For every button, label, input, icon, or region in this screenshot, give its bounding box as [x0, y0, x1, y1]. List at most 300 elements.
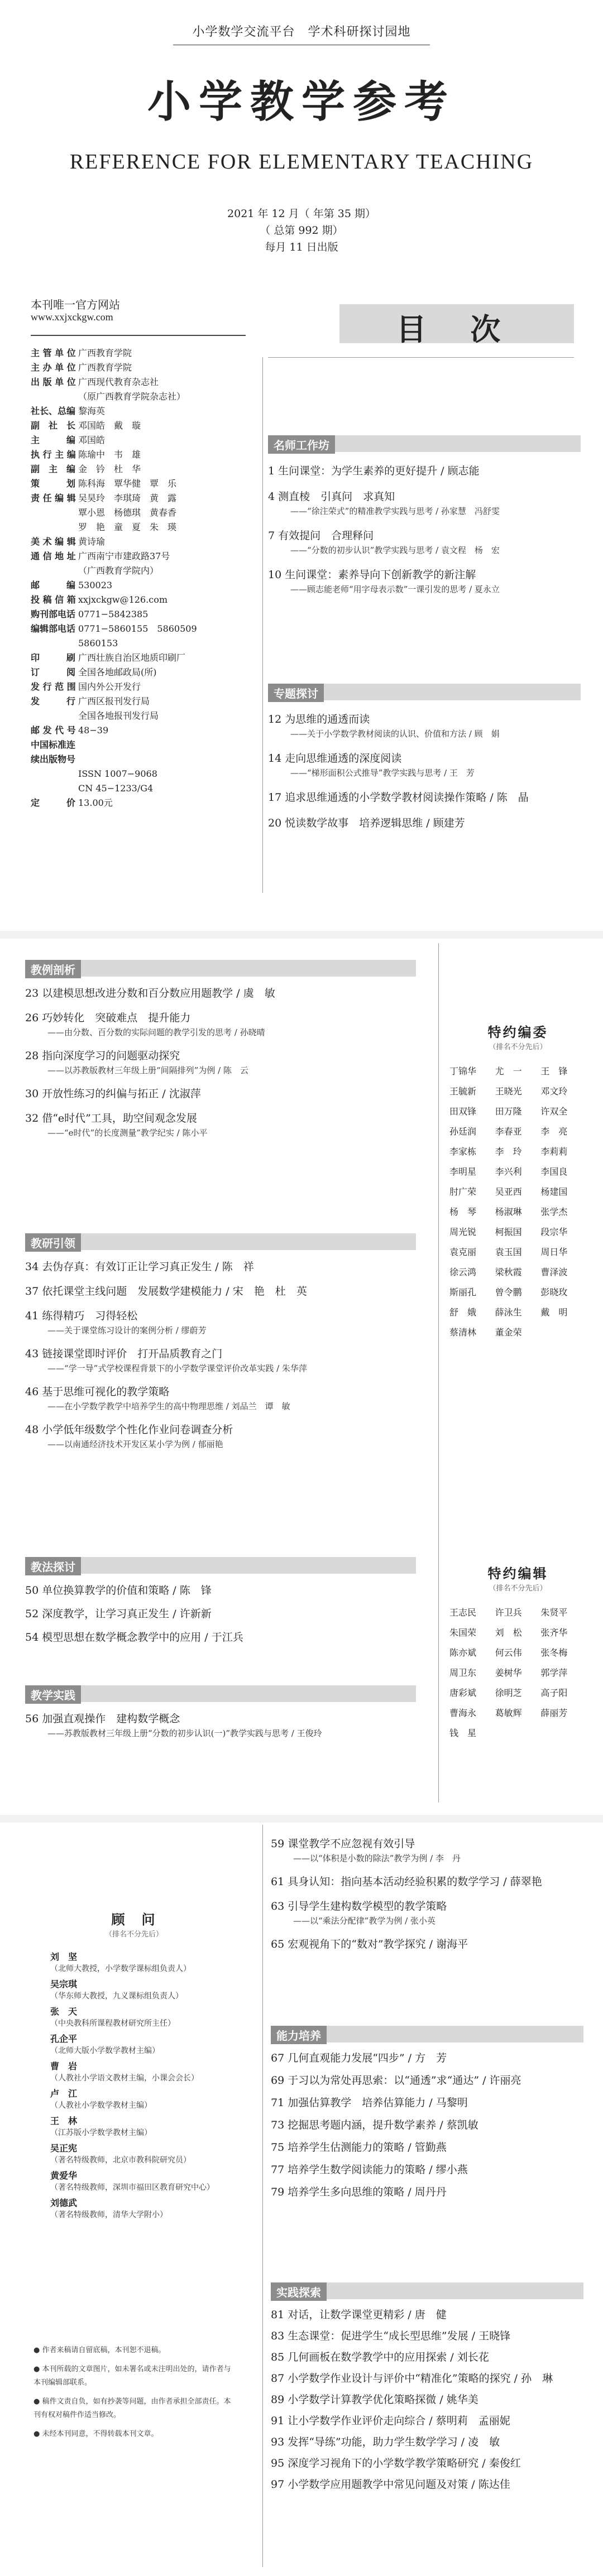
toc-entry-title[interactable]: 46 基于思维可视化的教学策略 [25, 1386, 170, 1398]
toc-entry[interactable] [271, 2455, 583, 2471]
toc-entry[interactable] [25, 1630, 416, 1645]
info-value: 邓国皓 戴 璇 [78, 420, 141, 431]
info-key: 美 术 编 辑 [31, 536, 76, 547]
info-row [31, 636, 246, 651]
name-entry: 朱贤平 [540, 1607, 568, 1618]
toc-entry[interactable] [268, 463, 581, 479]
info-value: 罗 艳 童 夏 朱 瑛 [78, 522, 177, 532]
info-row [31, 549, 246, 564]
toc-entry[interactable] [271, 2140, 583, 2155]
toc-entry[interactable] [271, 2184, 583, 2200]
section-bar [271, 2282, 583, 2299]
toc-entry-subtitle: ——以苏教版教材三年级上册“间隔排列”为例 / 陈 云 [47, 1065, 248, 1075]
info-key [31, 767, 78, 781]
toc-entry-title[interactable]: 23 以建模思想改进分数和百分数应用题教学 / 虞 敏 [25, 987, 275, 999]
toc-entry-title[interactable]: 12 为思维的通透而读 [268, 713, 370, 725]
toc-entry-title[interactable]: 10 生问课堂：素养导向下创新教学的新注解 [268, 569, 476, 581]
info-row [31, 375, 246, 390]
info-value: 陈瑜中 韦 雄 [78, 449, 141, 460]
advisor-desc: （北师大教授，小学数学课标组负责人） [50, 1964, 191, 1973]
toc-entry-title[interactable]: 77 培养学生数学阅读能力的策略 / 缪小燕 [271, 2164, 468, 2176]
advisor-name: 刘 坚 [50, 1952, 78, 1962]
info-key: 订 阅 [31, 667, 76, 677]
page-separator [0, 931, 603, 939]
toc-entry[interactable] [271, 1836, 583, 1865]
info-row [31, 491, 246, 506]
section-label: 教法探讨 [25, 1557, 81, 1575]
info-row [31, 578, 246, 593]
toc-entry-title[interactable]: 71 加强估算教学 培养估算能力 / 马黎明 [271, 2097, 468, 2109]
name-entry: 何云伟 [495, 1647, 522, 1658]
tagline: 小学数学交流平台 学术科研探讨园地 [192, 25, 411, 39]
section-bar [25, 960, 416, 977]
toc-entry-subtitle: ——以“体积是小数的除法”教学为例 / 李 丹 [293, 1853, 461, 1863]
section-bar [25, 1557, 416, 1574]
toc-entry-title[interactable]: 95 深度学习视角下的小学数学教学策略研究 / 秦俊红 [271, 2457, 521, 2469]
info-value: 48−39 [78, 725, 109, 736]
note-item: ● 未经本刊同意，不得转载本刊文章。 [34, 2430, 159, 2438]
name-entry: 张冬梅 [540, 1647, 568, 1658]
editorial-board-sub: （排名不分先后） [489, 1043, 547, 1051]
toc-section-b [25, 1233, 416, 1460]
info-key: 副 主 编 [31, 464, 76, 474]
name-entry: 杨淑琳 [495, 1207, 522, 1217]
advisor-desc: （著名特级教师，清华大学附小） [50, 2210, 168, 2219]
toc-entry[interactable] [25, 1384, 416, 1413]
toc-entry-title[interactable]: 81 对话，让数学课堂更精彩 / 唐 健 [271, 2309, 447, 2321]
toc-entry[interactable] [25, 1308, 416, 1337]
advisor-desc: （人教社小学数学教材主编） [50, 2101, 152, 2110]
advisor-entry [50, 2141, 240, 2165]
toc-entry[interactable] [271, 2073, 583, 2088]
toc-top-items [271, 1836, 583, 1961]
name-entry: 曹海永 [449, 1708, 477, 1718]
toc-entry[interactable] [271, 2328, 583, 2344]
toc-entry[interactable] [271, 2095, 583, 2111]
toc-entry-title[interactable]: 32 借“e时代”工具，助空间观念发展 [25, 1112, 197, 1124]
toc-entry-subtitle: ——顾志能老师“用字母表示数”一课引发的思考 / 夏永立 [290, 584, 500, 594]
name-entry: 杨建国 [540, 1186, 568, 1197]
info-key [31, 564, 78, 578]
info-row [31, 520, 246, 535]
toc-entry-title[interactable]: 54 模型思想在数学概念教学中的应用 / 于江兵 [25, 1631, 243, 1643]
name-entry: 徐云鸿 [449, 1267, 477, 1277]
toc-entry-title[interactable]: 17 追求思维通透的小学数学教材阅读操作策略 / 陈 晶 [268, 791, 529, 804]
toc-entry-subtitle: ——“e时代”的长度测量”教学纪实 / 陈小平 [47, 1128, 208, 1138]
toc-section-f [271, 2282, 583, 2498]
name-entry: 许卫兵 [495, 1607, 522, 1618]
info-value: 覃小恩 杨德琪 黄春香 [78, 507, 177, 518]
toc-entry[interactable] [271, 2349, 583, 2365]
toc-section-e [271, 2026, 583, 2207]
advisor-name: 卢 江 [50, 2088, 78, 2099]
info-row [31, 404, 246, 419]
toc-entry-subtitle: ——以“乘法分配律”教学为例 / 张小英 [293, 1916, 436, 1926]
name-entry: 王 锋 [540, 1066, 568, 1076]
toc-entry-title[interactable]: 56 加强直观操作 建构数学概念 [25, 1713, 180, 1725]
advisors-title: 顾 问 [111, 1911, 157, 1928]
info-key: 副 社 长 [31, 420, 76, 431]
info-row [31, 564, 246, 578]
section-label: 能力培养 [271, 2026, 327, 2044]
name-entry: 张学杰 [540, 1207, 568, 1217]
info-value: 全国各地邮政局(所) [78, 667, 157, 677]
info-value: 广西区报刊发行局 [78, 696, 150, 707]
advisor-desc: （北师大版小学数学教材主编） [50, 2046, 160, 2055]
info-row [31, 433, 246, 448]
advisor-entry [50, 2032, 240, 2056]
section-bar [25, 1685, 416, 1702]
toc-entry-title[interactable]: 1 生问课堂：为学生素养的更好提升 / 顾志能 [268, 465, 480, 477]
special-editors-sub: （排名不分先后） [489, 1584, 547, 1593]
toc-entry-title[interactable]: 14 走向思维通透的深度阅读 [268, 752, 402, 765]
name-entry: 王志民 [449, 1607, 477, 1618]
info-value: 广西壮族自治区地质印刷厂 [78, 652, 186, 663]
toc-entry-title[interactable]: 4 测直棱 引真问 求真知 [268, 491, 395, 503]
info-key: 社长、总编 [31, 406, 76, 416]
issue-info [0, 205, 603, 256]
advisor-name: 吴正宪 [50, 2143, 78, 2154]
toc-entry[interactable] [25, 1111, 416, 1140]
toc-entry-title[interactable]: 26 巧妙转化 突破难点 提升能力 [25, 1012, 191, 1024]
toc-entry-title[interactable]: 7 有效提问 合理释问 [268, 530, 374, 542]
info-value: 金 钤 杜 华 [78, 464, 141, 474]
toc-entry[interactable] [271, 2307, 583, 2323]
advisor-desc: （人教社小学语文教材主编，小课会会长） [50, 2074, 199, 2083]
info-row [31, 448, 246, 462]
toc-entry-title[interactable]: 34 去伪存真：有效订正让学习真正发生 / 陈 祥 [25, 1261, 254, 1273]
info-key: 购刊部电话 [31, 609, 76, 619]
toc-entry[interactable] [25, 1422, 416, 1451]
name-entry: 李国良 [540, 1166, 568, 1177]
toc-section-a [25, 960, 416, 1148]
info-row [31, 694, 246, 709]
toc-entry-subtitle: ——“分数的初步认识”教学实践与思考 / 袁文程 杨 宏 [290, 545, 500, 555]
toc-entry[interactable] [271, 2477, 583, 2492]
advisor-name: 王 林 [50, 2116, 78, 2126]
name-entry: 王晓光 [495, 1086, 522, 1097]
advisor-name: 吴宗琪 [50, 1979, 78, 1989]
toc-entry[interactable] [268, 712, 581, 741]
name-entry: 徐明芝 [495, 1688, 522, 1698]
name-entry: 袁克丽 [449, 1247, 477, 1257]
info-value: 吴昊玲 李琪琦 黄 露 [78, 493, 177, 503]
info-key: 责 任 编 辑 [31, 493, 76, 503]
info-key: 主 管 单 位 [31, 348, 76, 358]
info-key [31, 506, 78, 520]
info-row [31, 390, 246, 404]
info-key: 定 价 [31, 797, 76, 808]
toc-entry-title[interactable]: 30 开放性练习的纠偏与拓正 / 沈淑萍 [25, 1088, 201, 1100]
name-entry: 周光锐 [449, 1227, 477, 1237]
info-key: 编辑部电话 [31, 623, 76, 634]
toc-entry-title[interactable]: 65 宏观视角下的“数对”教学探究 / 谢海平 [271, 1938, 468, 1950]
name-entry: 曾令鹏 [495, 1287, 522, 1297]
name-entry: 田双锋 [449, 1106, 477, 1117]
toc-entry[interactable] [271, 1899, 583, 1928]
toc-entry[interactable] [25, 1284, 416, 1299]
toc-entry[interactable] [271, 1936, 583, 1952]
advisor-entry [50, 2087, 240, 2111]
toc-entry[interactable] [268, 528, 581, 557]
name-entry: 邓文玲 [540, 1086, 568, 1097]
name-entry: 蔡清林 [449, 1327, 477, 1338]
info-value: xxjxckgw@126.com [78, 594, 168, 605]
toc-entry-title[interactable]: 41 练得精巧 习得轻松 [25, 1310, 138, 1322]
toc-entry-title[interactable]: 20 悦读数学故事 培养逻辑思维 / 顾建芳 [268, 817, 465, 829]
toc-entry-title[interactable]: 69 于习以为常处再思索：以“通透”求“通达” / 许丽亮 [271, 2074, 521, 2087]
name-entry: 尤 一 [495, 1066, 522, 1076]
note-item: ● 稿件文责自负，如有抄袭等问题，由作者承担全部责任。本刊有权对稿件作适当修改。 [34, 2397, 231, 2419]
section-label: 名师工作坊 [268, 435, 335, 454]
info-row [31, 593, 246, 607]
toc-entry-subtitle: ——由分数、百分数的实际问题的教学引发的思考 / 孙晓晴 [47, 1027, 265, 1037]
info-value: 广西南宁市建政路37号 [78, 551, 170, 561]
advisor-desc: （著名特级教师，北京市教科院研究员） [50, 2156, 191, 2165]
info-row [31, 607, 246, 622]
info-row [31, 723, 246, 738]
toc-entry-subtitle: ——“梯形面积公式推导”教学实践与思考 / 王 芳 [290, 768, 475, 778]
toc-entry-title[interactable]: 93 发挥“导练”功能，助力学生数学学习 / 凌 敏 [271, 2436, 500, 2448]
column-divider [438, 943, 439, 1803]
info-value: 全国各地报刊发行局 [78, 710, 159, 721]
section-label: 教学实践 [25, 1685, 81, 1704]
info-value: 广西现代教育杂志社 [78, 377, 159, 387]
section-bar [268, 684, 581, 700]
toc-entry-subtitle: ——关于小学数学教材阅读的认识、价值和方法 / 顾 娟 [290, 729, 500, 739]
info-value: 黎海英 [78, 406, 106, 416]
name-entry: 王毓新 [449, 1086, 477, 1097]
toc-entry[interactable] [268, 790, 581, 805]
name-entry: 舒 娥 [449, 1307, 477, 1318]
info-row [31, 651, 246, 665]
toc-title: 目 次 [396, 311, 518, 347]
toc-entry-title[interactable]: 59 课堂教学不应忽视有效引导 [271, 1838, 415, 1850]
toc-entry-title[interactable]: 75 培养学生估测能力的策略 / 管勤燕 [271, 2141, 447, 2154]
toc-entry-subtitle: ——关于课堂练习设计的案例分析 / 缪蔚芳 [47, 1325, 207, 1335]
advisors-sub: （排名不分先后） [104, 1930, 163, 1939]
info-row [31, 665, 246, 680]
advisor-entry [50, 1977, 240, 2001]
publication-info [31, 346, 246, 810]
info-key: 出 版 单 位 [31, 377, 76, 387]
issue-schedule: 每月 11 日出版 [265, 241, 338, 253]
name-entry: 许双全 [540, 1106, 568, 1117]
name-entry: 段宗华 [540, 1227, 568, 1237]
name-entry: 杨 琴 [449, 1207, 477, 1217]
toc-entry[interactable] [271, 2392, 583, 2407]
section-bar [271, 2026, 583, 2042]
toc-section-c [25, 1557, 416, 1653]
advisor-entry [50, 2059, 240, 2083]
toc-entry[interactable] [271, 2413, 583, 2429]
toc-section-d [25, 1685, 416, 1748]
toc-entry[interactable] [25, 1259, 416, 1275]
toc-entry[interactable] [271, 1874, 583, 1890]
info-key [31, 709, 78, 723]
toc-entry-title[interactable]: 43 链接课堂即时评价 打开品质教育之门 [25, 1348, 223, 1360]
toc-entry-title[interactable]: 67 几何直观能力发展“四步” / 方 芳 [271, 2052, 447, 2064]
name-entry: 董金荣 [495, 1327, 522, 1338]
info-value: 广西教育学院 [78, 362, 132, 373]
info-row [31, 781, 246, 796]
name-entry: 孙廷润 [449, 1126, 477, 1137]
site-url[interactable]: www.xxjxckgw.com [31, 311, 113, 323]
magazine-title: 小学教学参考 [147, 76, 456, 127]
advisor-name: 张 天 [50, 2006, 78, 2017]
toc-entry-subtitle: ——“徐注荣式”的精准教学实践与思考 / 孙家慧 冯舒雯 [290, 506, 500, 516]
note-item: ● 本刊所载的文章图片，如未署名或未注明出处的，请作者与本刊编辑部联系。 [34, 2365, 231, 2387]
toc-entry[interactable] [268, 815, 581, 831]
advisor-name: 孔企平 [50, 2034, 78, 2044]
name-entry: 高子阳 [540, 1688, 568, 1698]
info-value: 黄诗瑜 [78, 536, 106, 547]
toc-entry[interactable] [268, 751, 581, 780]
name-entry: 斯丽孔 [449, 1287, 477, 1297]
toc-entry-title[interactable]: 61 具身认知：指向基本活动经验积累的数学学习 / 薛翠艳 [271, 1876, 542, 1888]
name-entry: 李 玲 [495, 1146, 522, 1157]
info-value: 13.00元 [78, 797, 113, 808]
toc-entry-title[interactable]: 52 深度教学，让学习真正发生 / 许新新 [25, 1608, 212, 1620]
toc-entry[interactable] [25, 1711, 416, 1740]
advisor-entry [50, 2196, 240, 2220]
site-label: 本刊唯一官方网站 [31, 298, 120, 311]
toc-entry[interactable] [271, 2434, 583, 2450]
info-key: 中国标准连续出版物号 [31, 739, 76, 765]
toc-entry[interactable] [268, 567, 581, 596]
toc-entry-subtitle: ——苏教版教材三年级上册“分数的初步认识(一)”教学实践与思考 / 王俊玲 [47, 1728, 322, 1738]
name-entry: 李兴利 [495, 1166, 522, 1177]
toc-entry[interactable] [25, 1048, 416, 1077]
info-value: 国内外公开发行 [78, 681, 141, 692]
info-key: 发 行 [31, 696, 76, 707]
toc-entry-title[interactable]: 37 依托课堂主线问题 发展数学建模能力 / 宋 艳 杜 英 [25, 1285, 307, 1297]
info-row [31, 680, 246, 694]
toc-entry-title[interactable]: 91 让小学数学作业评价走向综合 / 蔡明莉 孟丽妮 [271, 2415, 510, 2427]
name-entry: 张齐华 [540, 1627, 568, 1638]
column-divider [262, 357, 263, 893]
toc-entry-title[interactable]: 85 几何画板在数学教学中的应用探索 / 刘长花 [271, 2351, 489, 2363]
toc-entry[interactable] [25, 1583, 416, 1598]
advisor-name: 刘德武 [50, 2198, 78, 2208]
section-bar [25, 1233, 416, 1250]
toc-entry[interactable] [25, 1346, 416, 1375]
toc-entry-title[interactable]: 63 引导学生建构数学模型的教学策略 [271, 1900, 447, 1912]
toc-entry-title[interactable]: 83 生态课堂：促进学生“成长型思维”发展 / 王晓锋 [271, 2330, 511, 2342]
info-key: 主 编 [31, 435, 76, 445]
name-entry: 彭晓玫 [540, 1287, 568, 1297]
info-key [31, 781, 78, 796]
info-value: 0771−5860155 5860509 [78, 623, 197, 634]
editorial-board-title: 特约编委 [487, 1024, 548, 1040]
name-entry: 丁锦华 [449, 1066, 477, 1076]
info-row [31, 535, 246, 549]
info-key: 主 办 单 位 [31, 362, 76, 373]
info-value: （广西教育学院内） [78, 565, 159, 576]
info-row [31, 622, 246, 636]
name-entry: 姜树华 [495, 1667, 522, 1678]
page-toc-2 [0, 943, 603, 1814]
page-cover-toc [0, 0, 603, 926]
info-key: 执 行 主 编 [31, 449, 76, 460]
info-row [31, 346, 246, 361]
advisor-desc: （江苏版小学数学教材主编） [50, 2128, 152, 2137]
toc-entry[interactable] [271, 2162, 583, 2178]
name-entry: 薛泳生 [495, 1307, 522, 1318]
toc-entry-title[interactable]: 79 培养学生多向思维的策略 / 周丹丹 [271, 2186, 447, 2198]
editorial-board-box [449, 1021, 586, 1343]
name-entry: 李家栋 [449, 1146, 477, 1157]
info-value: CN 45−1233/G4 [78, 783, 154, 794]
toc-entry[interactable] [271, 2117, 583, 2133]
name-entry: 郭学萍 [540, 1667, 568, 1678]
page-toc-3 [0, 1825, 603, 2576]
advisors-box [28, 1869, 240, 2223]
name-entry: 唐彩斌 [449, 1688, 477, 1698]
toc-entry-subtitle: ——在小学数学教学中培养学生的高中物理思维 / 刘品兰 谭 敏 [47, 1401, 290, 1411]
issue-date: 2021 年 12 月（ 年第 35 期） [227, 208, 376, 220]
toc-entry[interactable] [25, 1010, 416, 1039]
column-divider [262, 1825, 263, 2567]
info-key: 邮 发 代 号 [31, 725, 76, 736]
info-key [31, 520, 78, 535]
advisor-desc: （中央教科所课程教材研究所主任） [50, 2019, 175, 2028]
toc-entry[interactable] [25, 1086, 416, 1102]
issue-total: （ 总第 992 期） [260, 224, 343, 237]
name-entry: 曹泽波 [540, 1267, 568, 1277]
toc-section-1 [268, 435, 581, 606]
special-editors-box [449, 1563, 586, 1743]
info-row [31, 767, 246, 781]
info-value: 邓国皓 [78, 435, 106, 445]
advisor-entry [50, 2169, 240, 2193]
toc-entry[interactable] [271, 2371, 583, 2386]
name-entry: 钱 星 [449, 1728, 477, 1738]
toc-entry[interactable] [271, 2050, 583, 2066]
name-entry: 陈亦斌 [449, 1647, 477, 1658]
advisor-entry [50, 1950, 240, 1974]
toc-entry[interactable] [25, 986, 416, 1001]
name-entry: 薛丽芳 [540, 1708, 568, 1718]
toc-entry-title[interactable]: 73 挖掘思考题内涵，提升数学素养 / 蔡凯敏 [271, 2119, 478, 2131]
info-key [31, 390, 78, 404]
info-top-rule [31, 335, 246, 336]
toc-entry-title[interactable]: 97 小学数学应用题教学中常见问题及对策 / 陈达佳 [271, 2478, 510, 2491]
name-entry: 朱国荣 [449, 1627, 477, 1638]
toc-entry-title[interactable]: 89 小学数学计算教学优化策略探微 / 姚华美 [271, 2394, 478, 2406]
info-value: 530023 [78, 580, 113, 590]
toc-entry-title[interactable]: 48 小学低年级数学个性化作业问卷调查分析 [25, 1424, 233, 1436]
info-value: 陈科海 覃华健 覃 乐 [78, 478, 177, 489]
name-entry: 周日华 [540, 1247, 568, 1257]
info-row [31, 796, 246, 810]
info-value: （原广西教育学院杂志社） [78, 391, 186, 402]
name-entry: 袁玉国 [495, 1247, 522, 1257]
toc-entry-title[interactable]: 87 小学数学作业设计与评价中“精准化”策略的探究 / 孙 琳 [271, 2372, 553, 2385]
notes-box [34, 2344, 234, 2447]
info-row [31, 419, 246, 433]
toc-entry-title[interactable]: 50 单位换算教学的价值和策略 / 陈 锋 [25, 1584, 212, 1597]
name-entry: 李 亮 [540, 1126, 568, 1137]
name-entry: 李春亚 [495, 1126, 522, 1137]
section-label: 专题探讨 [268, 684, 324, 702]
toc-entry[interactable] [268, 489, 581, 518]
toc-entry-title[interactable]: 28 指向深度学习的问题驱动探究 [25, 1050, 180, 1062]
info-key: 通 信 地 址 [31, 551, 76, 561]
toc-entry[interactable] [25, 1606, 416, 1622]
section-label: 教研引领 [25, 1233, 81, 1252]
name-entry: 葛敏辉 [495, 1708, 522, 1718]
